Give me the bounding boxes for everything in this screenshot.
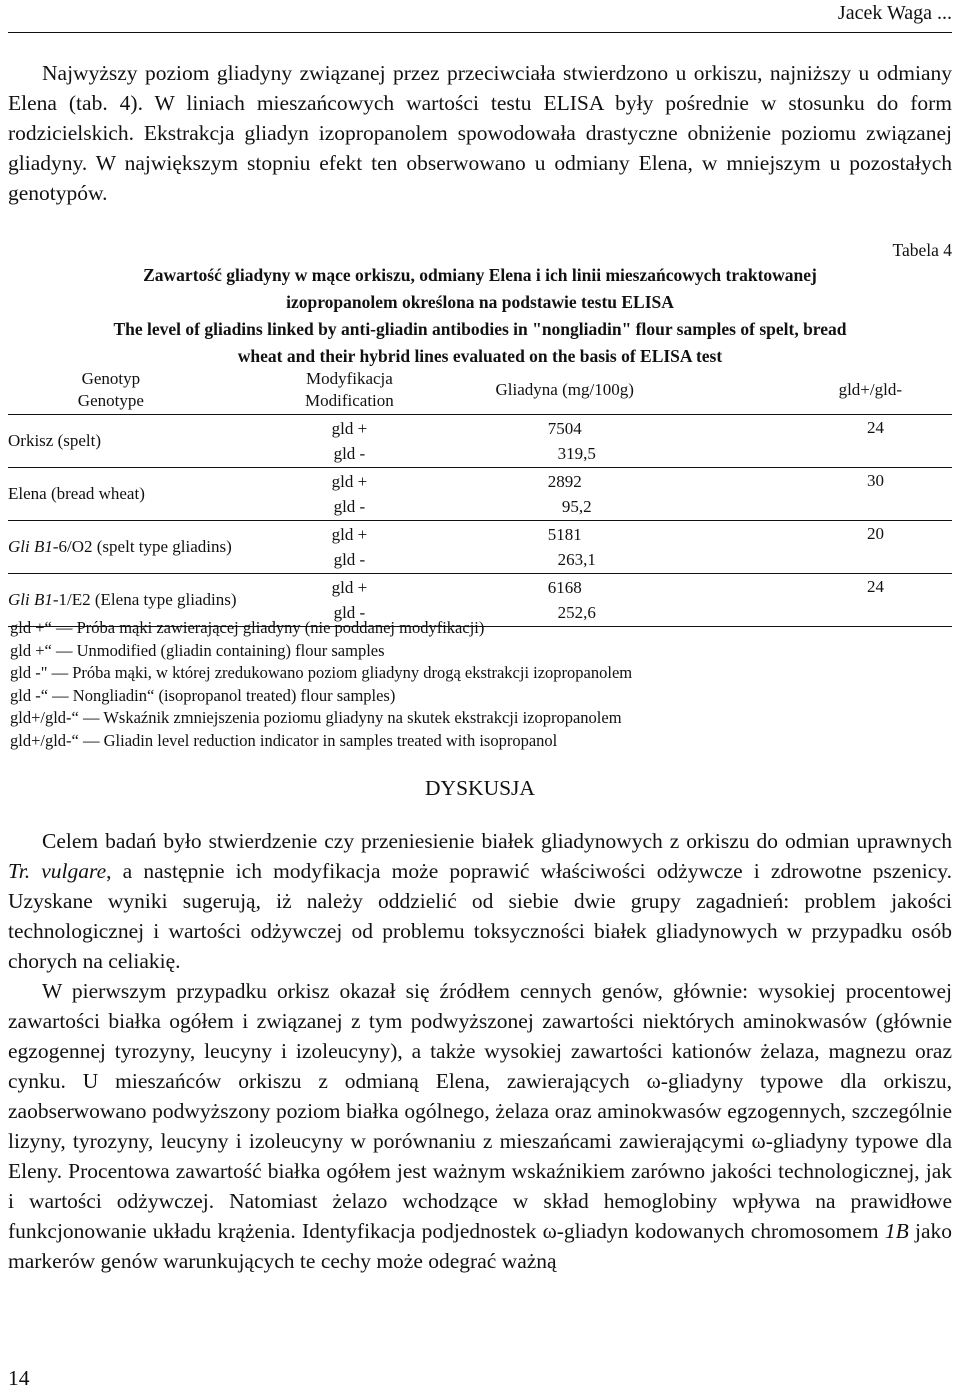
table-row bbox=[8, 415, 952, 468]
header-genotype: Genotyp Genotype bbox=[8, 366, 274, 415]
modification-cell: gld + gld - bbox=[274, 415, 425, 468]
header-rule bbox=[8, 32, 952, 33]
header-ratio: gld+/gld- bbox=[754, 366, 952, 415]
genotype-cell: Elena (bread wheat) bbox=[8, 468, 274, 521]
ratio-cell: 20 bbox=[754, 521, 952, 574]
table-note: gld -“ — Nongliadin“ (isopropanol treated) flour samples) bbox=[10, 685, 396, 705]
table-title-en-1: The level of gliadins linked by anti-gliadin antibodies in "nongliadin" flour samples of spelt, bread bbox=[113, 319, 847, 339]
table-note: gld+/gld-“ — Gliadin level reduction indicator in samples treated with isopropanol bbox=[10, 730, 558, 750]
ratio-cell: 30 bbox=[754, 468, 952, 521]
gliadin-table bbox=[8, 366, 952, 627]
modification-cell: gld + gld - bbox=[274, 574, 425, 627]
gliadin-cell: 6168 252,6 bbox=[425, 574, 754, 627]
gliadin-cell: 7504 319,5 bbox=[425, 415, 754, 468]
genotype-cell: Gli B1-1/E2 (Elena type gliadins) bbox=[8, 574, 274, 627]
modification-cell: gld + gld - bbox=[274, 521, 425, 574]
table-row bbox=[8, 468, 952, 521]
table-title-pl-2: izopropanolem określona na podstawie testu ELISA bbox=[286, 292, 674, 312]
table-row bbox=[8, 521, 952, 574]
table-title-pl-1: Zawartość gliadyny w mące orkiszu, odmiany Elena i ich linii mieszańcowych traktowanej bbox=[143, 265, 817, 285]
table-note: gld +“ — Unmodified (gliadin containing) flour samples bbox=[10, 640, 385, 660]
modification-cell: gld + gld - bbox=[274, 468, 425, 521]
table-note: gld+/gld-“ — Wskaźnik zmniejszenia poziomu gliadyny na skutek ekstrakcji izopropanolem bbox=[10, 708, 622, 727]
discussion-paragraph-1: Celem badań było stwierdzenie czy przeniesienie białek gliadynowych z orkiszu do odmian uprawnych Tr. vulgare, a następnie ich modyfikacja może poprawić właściwości odżywcze i zdrowotne pszenicy. Uzyskane wyniki sugerują, iż należy oddzielić od siebie dwie grupy zagadnień: problem jakości technologicznej i wartości odżywczej od problemu toksyczności białek gliadynowych w przypadku osób chorych na celiakię. bbox=[8, 829, 952, 973]
genotype-cell: Orkisz (spelt) bbox=[8, 415, 274, 468]
gliadin-cell: 2892 95,2 bbox=[425, 468, 754, 521]
genotype-cell: Gli B1-6/O2 (spelt type gliadins) bbox=[8, 521, 274, 574]
table-note: gld -" — Próba mąki, w której zredukowano poziom gliadyny drogą ekstrakcji izopropanolem bbox=[10, 663, 633, 682]
header-modification: Modyfikacja Modification bbox=[274, 366, 425, 415]
section-heading: DYSKUSJA bbox=[425, 776, 535, 800]
table-notes bbox=[10, 617, 632, 752]
intro-paragraph bbox=[8, 58, 952, 208]
table-title bbox=[8, 262, 952, 370]
table-title-en-2: wheat and their hybrid lines evaluated on the basis of ELISA test bbox=[237, 346, 723, 366]
table-number: Tabela 4 bbox=[892, 240, 952, 260]
ratio-cell: 24 bbox=[754, 415, 952, 468]
intro-text: Najwyższy poziom gliadyny związanej przez przeciwciała stwierdzono u orkiszu, najniższy u odmiany Elena (tab. 4). W liniach mieszańcowych wartości testu ELISA były pośrednie w stosunku do form rodzicielskich. Ekstrakcja gliadyn izopropanolem spowodowała drastyczne obniżenie poziomu związanej gliadyny. W największym stopniu efekt ten obserwowano u odmiany Elena, w mniejszym u pozostałych genotypów. bbox=[8, 61, 952, 205]
table-note: gld +“ — Próba mąki zawierającej gliadyny (nie poddanej modyfikacji) bbox=[10, 618, 485, 637]
discussion-body bbox=[8, 826, 952, 1276]
ratio-cell: 24 bbox=[754, 574, 952, 627]
discussion-paragraph-2: W pierwszym przypadku orkisz okazał się źródłem cennych genów, głównie: wysokiej procentowej zawartości białka ogółem i związanej z tym podwyższonej zawartości niektórych aminokwasów (głównie egzogennej tyrozyny, leucyny i izoleucyny), a także wysokiej zawartości kationów żelaza, magnezu oraz cynku. U mieszańców orkiszu z odmianą Elena, zawierających ω-gliadyny typowe dla orkiszu, zaobserwowano podwyższony poziom białka ogólnego, żelaza oraz aminokwasów egzogennych, szczególnie lizyny, tyrozyny, leucyny i izoleucyny w porównaniu z mieszańcami zawierającymi ω-gliadyny typowe dla Eleny. Procentowa zawartość białka ogółem jest ważnym wskaźnikiem zarówno jakości technologicznej, jak i wartości odżywczej. Natomiast żelazo wchodzące w skład hemoglobiny wpływa na prawidłowe funkcjonowanie układu krążenia. Identyfikacja podjednostek ω-gliadyn kodowanych chromosomem 1B jako markerów genów warunkujących te cechy może odegrać ważną bbox=[8, 979, 952, 1273]
table-header-row bbox=[8, 366, 952, 415]
page-number: 14 bbox=[8, 1366, 30, 1390]
header-gliadin: Gliadyna (mg/100g) bbox=[425, 366, 754, 415]
gliadin-cell: 5181 263,1 bbox=[425, 521, 754, 574]
running-header: Jacek Waga ... bbox=[837, 2, 952, 24]
